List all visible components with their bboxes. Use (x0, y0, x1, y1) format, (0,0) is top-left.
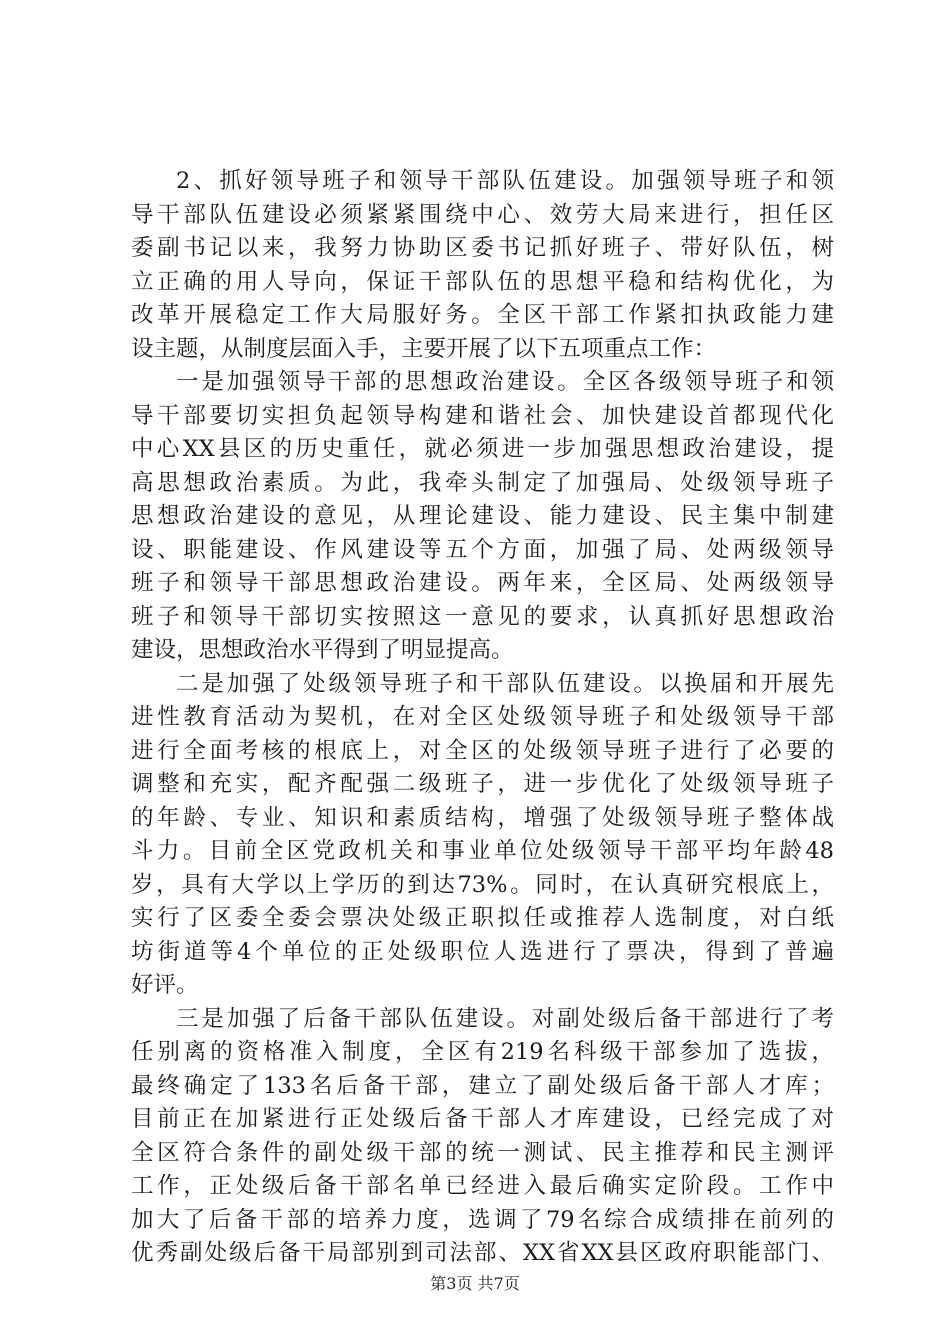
text-line: 委副书记以来，我努力协助区委书记抓好班子、带好队伍，树 (131, 235, 834, 261)
text-line: 目前正在加紧进行正处级后备干部人才库建设，已经完成了对 (131, 1106, 834, 1132)
text-line: 改革开展稳定工作大局服好务。全区干部工作紧扣执政能力建 (131, 302, 834, 328)
text-line: 设主题，从制度层面入手，主要开展了以下五项重点工作： (131, 335, 717, 362)
text-line: 设、职能建设、作风建设等五个方面，加强了局、处两级领导 (131, 536, 834, 563)
text-line: 班子和领导干部思想政治建设。两年来，全区局、处两级领导 (131, 570, 834, 596)
text-line: 导干部要切实担负起领导构建和谐社会、加快建设首都现代化 (131, 402, 834, 429)
text-line: 导干部队伍建设必须紧紧围绕中心、效劳大局来进行，担任区 (131, 201, 834, 228)
text-line: 建设，思想政治水平得到了明显提高。 (131, 637, 514, 663)
text-line: 任别离的资格准入制度，全区有219名科级干部参加了选拔， (131, 1039, 834, 1065)
text-line: 的年龄、专业、知识和素质结构，增强了处级领导班子整体战 (131, 804, 834, 831)
text-line: 高思想政治素质。为此，我牵头制定了加强局、处级领导班子 (131, 469, 834, 496)
text-line: 斗力。目前全区党政机关和事业单位处级领导干部平均年龄48 (131, 838, 834, 864)
text-line: 一是加强领导干部的思想政治建设。全区各级领导班子和领 (176, 369, 834, 395)
text-line: 加大了后备干部的培养力度，选调了79名综合成绩排在前列的 (131, 1206, 834, 1233)
text-line: 三是加强了后备干部队伍建设。对副处级后备干部进行了考 (176, 1005, 834, 1032)
text-line: 全区符合条件的副处级干部的统一测试、民主推荐和民主测评 (131, 1139, 834, 1166)
text-line: 优秀副处级后备干局部别到司法部、XX省XX县区政府职能部门、 (131, 1240, 834, 1266)
text-line: 调整和充实，配齐配强二级班子，进一步优化了处级领导班子 (131, 771, 834, 797)
text-line: 进性教育活动为契机，在对全区处级领导班子和处级领导干部 (131, 704, 834, 730)
text-line: 最终确定了133名后备干部，建立了副处级后备干部人才库； (131, 1072, 834, 1099)
text-line: 二是加强了处级领导班子和干部队伍建设。以换届和开展先 (176, 670, 834, 697)
page-footer: 第3页 共7页 (430, 1274, 520, 1293)
text-line: 中心XX县区的历史重任，就必须进一步加强思想政治建设，提 (131, 436, 834, 462)
text-line: 实行了区委全委会票决处级正职拟任或推荐人选制度，对白纸 (131, 905, 834, 931)
text-line: 岁，具有大学以上学历的到达73%。同时，在认真研究根底上， (131, 871, 834, 898)
text-line: 班子和领导干部切实按照这一意见的要求，认真抓好思想政治 (131, 603, 834, 630)
document-body (131, 165, 834, 1271)
text-line: 工作，正处级后备干部名单已经进入最后确实定阶段。工作中 (131, 1173, 834, 1199)
text-line: 进行全面考核的根底上，对全区的处级领导班子进行了必要的 (131, 737, 834, 764)
text-line: 思想政治建设的意见，从理论建设、能力建设、民主集中制建 (131, 503, 834, 529)
text-line: 2、抓好领导班子和领导干部队伍建设。加强领导班子和领 (176, 168, 834, 194)
text-line: 立正确的用人导向，保证干部队伍的思想平稳和结构优化，为 (131, 268, 834, 295)
text-line: 好评。 (131, 972, 199, 998)
text-line: 坊街道等4个单位的正处级职位人选进行了票决，得到了普遍 (131, 938, 834, 965)
